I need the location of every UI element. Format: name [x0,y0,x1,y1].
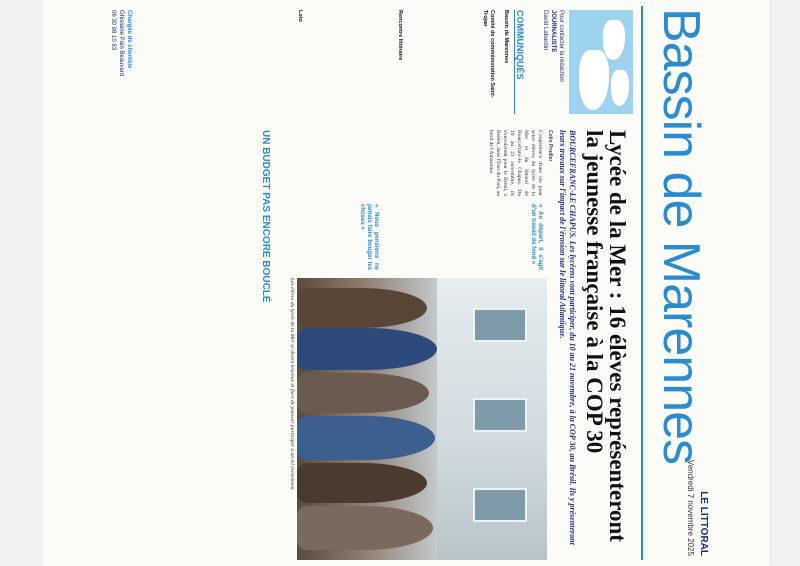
photo-caption: Les élèves du lycée de la Mer se disent heureux et fiers de pouvoir participer à un tel événement. [289,278,295,491]
article-headline: Lycée de la Mer : 16 élèves représenteront la jeunesse française à la COP 30 [582,130,630,542]
budget-box [260,130,271,560]
communique-1: Comité de commémoration Saint-Trojan [482,10,495,98]
article-subhead: BOURCEFRANC-LE CHAPUS. Les lycéens vont participer, du 10 au 21 novembre, à la COP 30, au Brésil. Ils y présenteront leurs travaux sur l'impact de l'érosion sur le littoral Atlantique. [558,130,577,545]
newspaper-brand: LE LITTORAL [698,491,709,556]
advertising-name: Ghislaine Pain Beauvard [118,10,124,77]
communique-3: Loto [297,10,303,22]
communiques-title: COMMUNIQUÉS [514,10,525,114]
issue-date: Vendredi 7 novembre 2025 [686,459,695,556]
contact-label: Pour contacter la rédaction [558,10,564,82]
page-header [639,0,723,566]
kicker-1: « Au départ, il s'agit d'un travail de fond » [530,204,543,270]
communiques-sub: Bassin de Marennes [503,10,509,64]
newspaper-page [43,0,723,566]
article-column-2 [358,204,543,270]
article-photo [297,278,547,560]
advertising-contact [109,10,133,114]
communique-2: Rencontre littéraire [397,10,403,61]
header-rule [641,6,643,560]
sidebar [53,6,633,118]
section-title: Bassin de Marennes [652,8,710,465]
kicker-2: « Nous pensions ne jamais faire bouger les choses » [359,204,379,270]
budget-title: UN BUDGET PAS ENCORE BOUCLÉ [260,130,271,303]
journalist-name: David Labardin [542,10,548,51]
article-credit: Colin Prudler [547,130,553,162]
region-map [569,10,633,114]
advertising-phone: 06 30 98 10 83 [110,10,116,51]
article-column-1 [487,130,543,196]
article-lead: L'expérience d'une vie pour seize élèves du lycée de la Mer et du littoral de Bourcefranc-le Chapus. Du 10 au 21 novembre, ils s'envoleront pour le Brésil, à Belém, dans l'État du Pará, au bord de l'Amazonie. [488,130,543,196]
journalist-label: JOURNALISTE [550,10,556,53]
advertising-label: Chargée de clientèle [126,10,132,69]
newsroom-contact [541,10,565,114]
